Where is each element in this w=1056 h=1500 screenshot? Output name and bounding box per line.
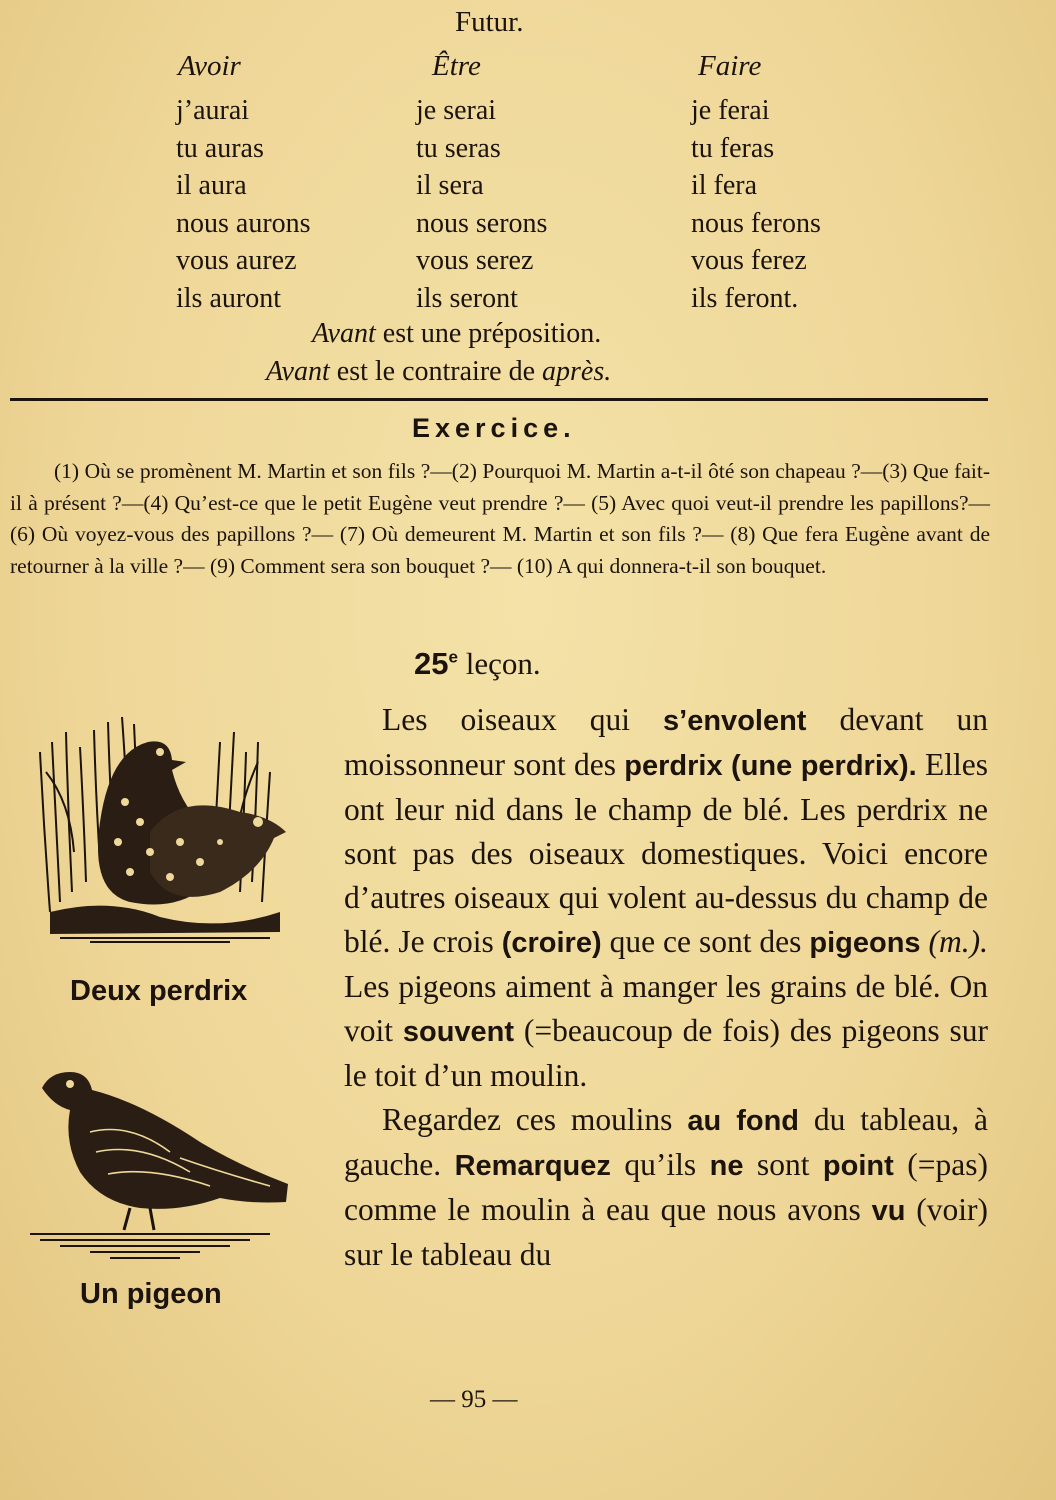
conjugation-form: tu feras bbox=[691, 132, 775, 164]
paragraph-oiseaux bbox=[344, 698, 988, 1098]
avant-text: est une préposition. bbox=[375, 318, 602, 349]
conjugation-form: vous serez bbox=[416, 245, 534, 277]
section-divider bbox=[10, 398, 988, 401]
text-run: (=beaucoup de fois) des pigeons sur le toit d’un moulin. bbox=[344, 1013, 988, 1093]
gender-note: (m.). bbox=[920, 924, 988, 959]
verb-heading-faire: Faire bbox=[698, 50, 762, 82]
avant-word: Avant bbox=[266, 356, 330, 387]
text-run: que ce sont des bbox=[601, 924, 810, 959]
conjugation-form: il fera bbox=[691, 170, 758, 202]
conjugation-form: je serai bbox=[416, 95, 497, 126]
lesson-ordinal: e bbox=[448, 647, 458, 667]
vocab-word: au fond bbox=[687, 1105, 800, 1137]
avant-sentence-1 bbox=[312, 318, 601, 350]
conjugation-form: nous aurons bbox=[176, 207, 311, 239]
avant-text: est le contraire de bbox=[329, 356, 542, 387]
paragraph-moulins bbox=[344, 1098, 988, 1277]
exercice-questions bbox=[10, 456, 990, 582]
conjugation-form: nous serons bbox=[416, 207, 548, 239]
lesson-text bbox=[344, 698, 988, 1277]
lesson-number: 25 bbox=[414, 646, 449, 681]
text-run: Elles ont leur nid dans le champ de blé. Les perdrix ne sont pas des oiseaux domestiques. Voici encore d’autres oiseaux qui volent au-dessus du champ de blé. Je crois bbox=[344, 747, 988, 959]
verb-heading-avoir: Avoir bbox=[178, 50, 241, 82]
text-run: Les oiseaux qui bbox=[382, 702, 664, 737]
lesson-word: leçon. bbox=[457, 646, 541, 681]
avant-word: Avant bbox=[312, 318, 376, 349]
vocab-word: Remarquez bbox=[454, 1150, 611, 1182]
exercice-title: Exercice. bbox=[412, 413, 576, 443]
conjugation-column-avoir bbox=[176, 92, 311, 318]
vocab-word: vu bbox=[871, 1195, 906, 1227]
pigeon-caption: Un pigeon bbox=[80, 1278, 222, 1310]
conjugation-form: tu seras bbox=[416, 132, 501, 164]
verb-heading-etre: Être bbox=[432, 50, 481, 82]
conjugation-form: il aura bbox=[176, 170, 247, 202]
conjugation-form: nous ferons bbox=[691, 207, 821, 239]
page-number: — 95 — bbox=[430, 1386, 518, 1413]
conjugation-form: ils seront bbox=[416, 282, 518, 314]
conjugation-form: vous ferez bbox=[691, 245, 807, 277]
conjugation-column-faire bbox=[691, 92, 821, 318]
conjugation-column-etre bbox=[416, 92, 547, 318]
vocab-word: point bbox=[822, 1150, 894, 1182]
conjugation-form: ils feront. bbox=[691, 282, 799, 314]
text-run: (voir) sur le tableau du bbox=[344, 1192, 988, 1272]
conjugation-form: je ferai bbox=[691, 95, 770, 126]
text-run: devant un moissonneur sont des bbox=[344, 702, 988, 782]
text-run: du tableau, à gauche. bbox=[344, 1102, 988, 1182]
text-run: (=pas) comme le moulin à eau que nous avons bbox=[344, 1147, 988, 1227]
conjugation-form: tu auras bbox=[176, 132, 264, 164]
partridges-caption: Deux perdrix bbox=[70, 975, 248, 1007]
vocab-word: ne bbox=[709, 1150, 744, 1182]
conjugation-form: vous aurez bbox=[176, 245, 297, 277]
text-run: Regardez ces moulins bbox=[382, 1102, 688, 1137]
text-run: qu’ils bbox=[610, 1147, 710, 1182]
text-run: Les pigeons aiment à manger les grains de blé. On voit bbox=[344, 969, 988, 1048]
exercice-text: (1) Où se promènent M. Martin et son fils ?—(2) Pourquoi M. Martin a-t-il ôté son chapeau ?—(3) Que fait-il à présent ?—(4) Qu’est-ce que le petit Eugène veut prendre ?— (5) Avec quoi veut-il prendre les papillons?— (6) Où voyez-vous des papillons ?— (7) Où demeurent M. Martin et son fils ?— (8) Que fera Eugène avant de retourner à la ville ?— (9) Comment sera son bouquet ?— (10) A qui donnera-t-il son bouquet. bbox=[10, 459, 990, 578]
vocab-word: s’envolent bbox=[663, 705, 807, 737]
apres-word: après. bbox=[542, 356, 612, 387]
futur-heading: Futur. bbox=[455, 6, 524, 38]
partridges-illustration bbox=[30, 712, 292, 944]
vocab-word: (croire) bbox=[501, 927, 602, 959]
text-run: sont bbox=[743, 1147, 823, 1182]
vocab-word: pigeons bbox=[809, 927, 921, 959]
conjugation-form: ils auront bbox=[176, 282, 281, 314]
vocab-word: perdrix (une perdrix). bbox=[624, 750, 917, 782]
lesson-heading bbox=[414, 646, 541, 682]
avant-sentence-2 bbox=[266, 356, 611, 388]
conjugation-form: j’aurai bbox=[176, 95, 250, 126]
conjugation-form: il sera bbox=[416, 170, 484, 202]
vocab-word: souvent bbox=[402, 1016, 515, 1048]
pigeon-illustration bbox=[30, 1062, 292, 1262]
